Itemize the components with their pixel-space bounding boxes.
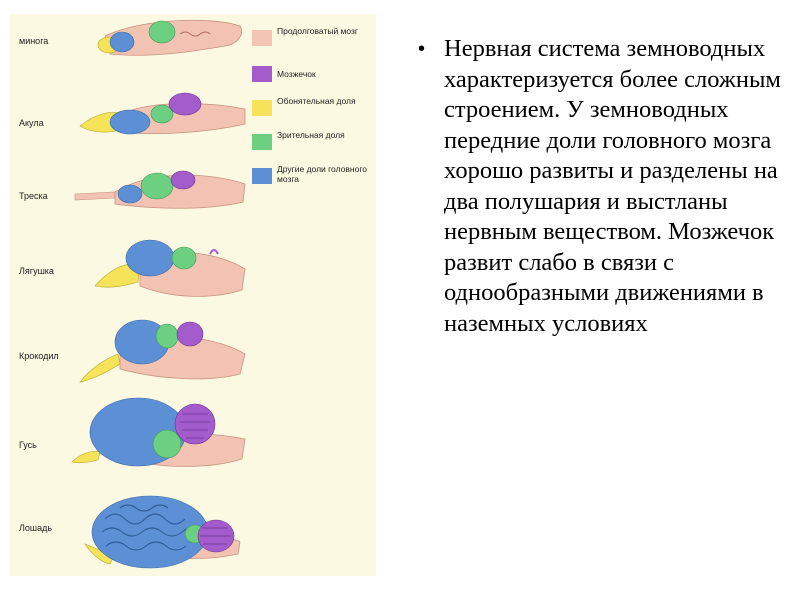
animal-label-horse: Лошадь xyxy=(19,523,53,533)
legend-swatch-other-lobes xyxy=(252,168,272,184)
animal-label-frog: Лягушка xyxy=(19,266,54,276)
legend-label-cerebellum: Мозжечок xyxy=(277,69,316,79)
crocodile-brain-drawing xyxy=(80,320,245,382)
animal-label-crocodile: Крокодил xyxy=(19,351,59,361)
shark-brain-drawing xyxy=(80,93,245,134)
legend-label-optic: Зрительная доля xyxy=(277,130,345,140)
animal-label-lamprey: минога xyxy=(19,36,49,46)
brain-evolution-figure xyxy=(10,14,376,576)
animal-label-cod: Треска xyxy=(19,191,48,201)
legend-label-medulla: Продолговатый мозг xyxy=(277,26,359,36)
goose-brain-drawing xyxy=(72,398,245,467)
cod-brain-drawing xyxy=(75,171,245,208)
legend-label-other-lobes: Другие доли головного мозга xyxy=(277,164,367,184)
frog-brain-drawing xyxy=(95,240,245,296)
lamprey-brain-drawing xyxy=(98,20,242,55)
legend-label-olfactory: Обонятельная доля xyxy=(277,96,356,106)
animal-label-shark: Акула xyxy=(19,118,44,128)
slide-body-text: Нервная система земноводных характеризуется более сложным строением. У земноводных передние доли головного мозга хорошо развиты и разделены на два полушария и выстланы нервным веществом. Мозжечок развит слабо в связи с однообразными движениями в наземных условиях xyxy=(444,35,781,337)
bullet-point: • xyxy=(418,38,426,60)
legend-swatch-cerebellum xyxy=(252,66,272,82)
legend-swatch-olfactory xyxy=(252,100,272,116)
legend-swatch-optic xyxy=(252,134,272,150)
legend-swatch-medulla xyxy=(252,30,272,46)
animal-label-goose: Гусь xyxy=(19,440,37,450)
horse-brain-drawing xyxy=(85,496,240,568)
